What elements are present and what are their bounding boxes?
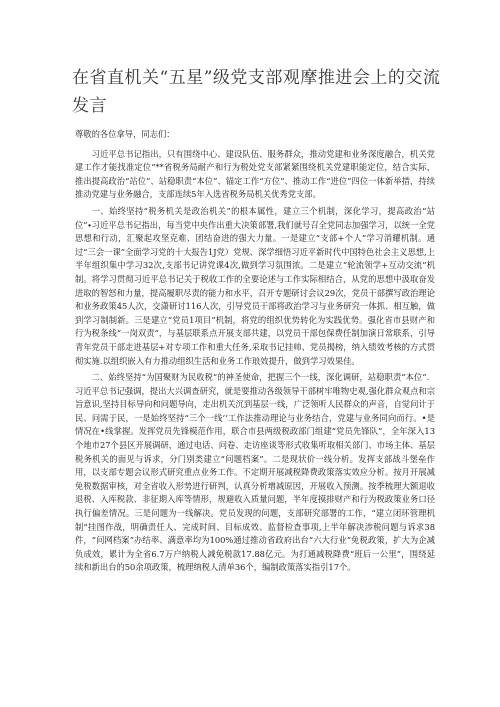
paragraph-section-one: 一、始终坚持“税务机关是政治机关”的根本属性，建立三个机制，深化学习，提高政治“站位”∙习近平总书记指出，每当党中央作出重大决策部署,我们就号召全党同志加强学习，以统一全党思想和行动，汇聚起攻坚克难、团结奋进的强大力量。一是建立“支部+个人”学习消耀机制。通过“三会一课”全面学习党的十大报告1J党）党规、深学细悟习近平新时代中国特色社会主义思想,上半年组织集中学习32次,支部书记讲党课4次,做到学习氛围浓。二是建立“轮流领学+互动交流”机制。将学习贯彻习近平总书记关于税收工作的全要论述与工作实际相结合，从党的思想中汲取奋发进取的智怒和力量，提高履职尽责的能力和水平，召开专题研讨会议29次，党员干部撰写政治理论和业务政策45人次，交潇研讨116人次，引导党员干部将政治学习与业务研究一体抓、相互触，做到学习制制新。三是建立“党员1项目”机制，将党的组织优势转化为实践优势。强化省市县财产和行为税条线“一岗双责”，与基层联系点开展支部共建，以党员干部包保费任制加演日常联系，引导青年党员干部走进基层+对专项工作和重大任务,采取书记挂帅、党员揭榜，纳入绩效考核的方式贯彻实施.以组织嵌入有力推动组织生活和业务工作琅效提升，做到学习效果佳。: [75, 205, 435, 366]
document-body: [75, 128, 435, 578]
paragraph-intro: 习近平总书记指出，只有围绕中心、建设队伍、服务群众，推动党建和业务深度融合，机关党建工作才能找准定位“**省税务局耐产和行为税处党支部紧紧围绕机关党建职能定位，结合实际，推出提高政治“站位”、站稳职责“本位”、锚定工作“方位”、推动工作“进位”四位一体新举措，持续推动党建与业务融合，支部连续5年入选省税务局机关优秀党支部。: [75, 148, 435, 200]
salutation: 尊敬的各位拿导，同志们：: [75, 129, 175, 139]
document-title: 在省直机关“五星”级党支部观摩推进会上的交流发言: [72, 68, 441, 116]
paragraph-section-two: 二、始终坚持“为国聚财为民收税”的神圣使命，把握三个一线，深化调研，站稳职责“本位”．习近平总书记强调，提出大兴调查研究，就是要推动各级领导干部树牢唯物史观,强化群众观点和宗旨意识,坚持目标导向和问题导向，走出机关沉到基层一线，广泛领听人民群众的声音，自觉问计于民、问需于民，一是始终坚持“三个一线’’工作法推动理论与业务结合，党建与业务同向而行。•是情况在•线掌握。发挥党员先锋模范作用，联合市县两级税政部门组建“党员先锋队”，全年深入13个地市27个县区开展调研，通过电话、问卷、走访座谈等形式收集听取相关部门、市场主体、基层税务机关的面见与诉求，分门别类建立“问题档案”。二是现状价一线分析。发挥支部战斗堡垒作用，以支部专题会议形式研究重点业务工作。不定期开展减税降费政策落实效应分析。按月开展减免税数据审核，对全省收入形势进行研判，认真分析增减原因，开展收入预测。按季梳理大额退收退税、入库税款、非征期入库等情形，规避收入质量问题，半年度摸排财产和行为税政策业务口径执行偏差情况。三是问题为一线解决。党员发现的问题，支部研究部署的工作，“建立闭环管理机制”挂图作战，明确责任人、完成时间、目标成效、监督检查事项,上半年解决涉税问题与诉求38件，“问网档案”办结率、满意率均为100%通过推动省政府出台“六大行业”免税政策，扩大为企减负成效，累计为全省6.7万户纳税人减免税款17.88亿元。为打通减税降费“班后一公里”，围绕延续和新出台的50余项政策，梳理纳税人清单36个，编制政策落实指引17个。: [75, 372, 435, 573]
